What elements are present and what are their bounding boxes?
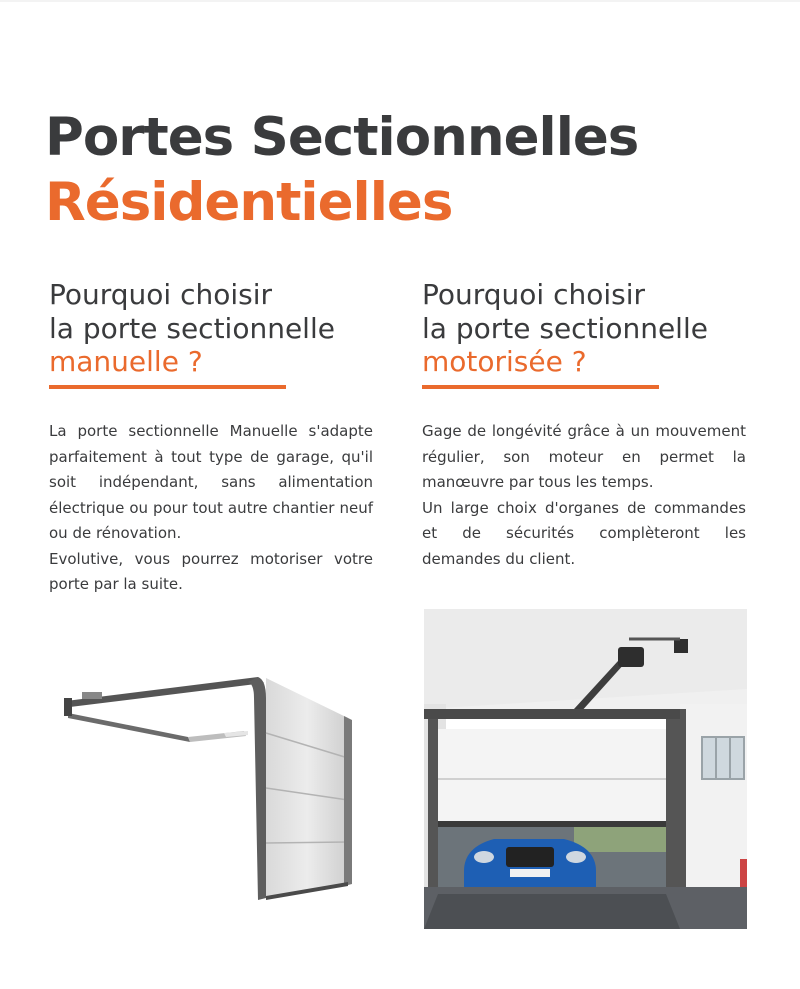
manual-heading-accent: manuelle ? (49, 345, 203, 378)
manual-door-image (48, 658, 394, 920)
manual-heading-line2: la porte sectionnelle (49, 311, 335, 345)
page-title: Portes Sectionnelles (45, 107, 639, 168)
page-title-accent: Résidentielles (45, 172, 453, 233)
manual-description (49, 419, 373, 598)
manual-door-section (49, 278, 374, 593)
manual-heading-line1: Pourquoi choisir (49, 278, 273, 311)
motorized-door-section (422, 278, 747, 568)
manual-paragraph-1: La porte sectionnelle Manuelle s'adapte parfaitement à tout type de garage, qu'il soit indépendant, sans alimentation électrique ou pour tout autre chantier neuf ou de rénovation. (49, 422, 373, 542)
motorized-heading-underline (422, 385, 659, 389)
motorized-heading-line2: la porte sectionnelle (422, 311, 708, 345)
motorized-description (422, 419, 746, 572)
motorized-door-photo (424, 609, 747, 929)
top-divider (0, 0, 800, 2)
motorized-paragraph-1: Gage de longévité grâce à un mouvement régulier, son moteur en permet la manœuvre par tous les temps. (422, 422, 746, 491)
manual-heading (49, 278, 374, 379)
manual-heading-underline (49, 385, 286, 389)
motorized-heading-accent: motorisée ? (422, 345, 587, 378)
motorized-heading (422, 278, 747, 379)
motorized-heading-line1: Pourquoi choisir (422, 278, 646, 311)
manual-paragraph-2: Evolutive, vous pourrez motoriser votre porte par la suite. (49, 549, 373, 593)
motorized-paragraph-2: Un large choix d'organes de commandes et de sécurités complèteront les demandes du client. (422, 498, 746, 568)
